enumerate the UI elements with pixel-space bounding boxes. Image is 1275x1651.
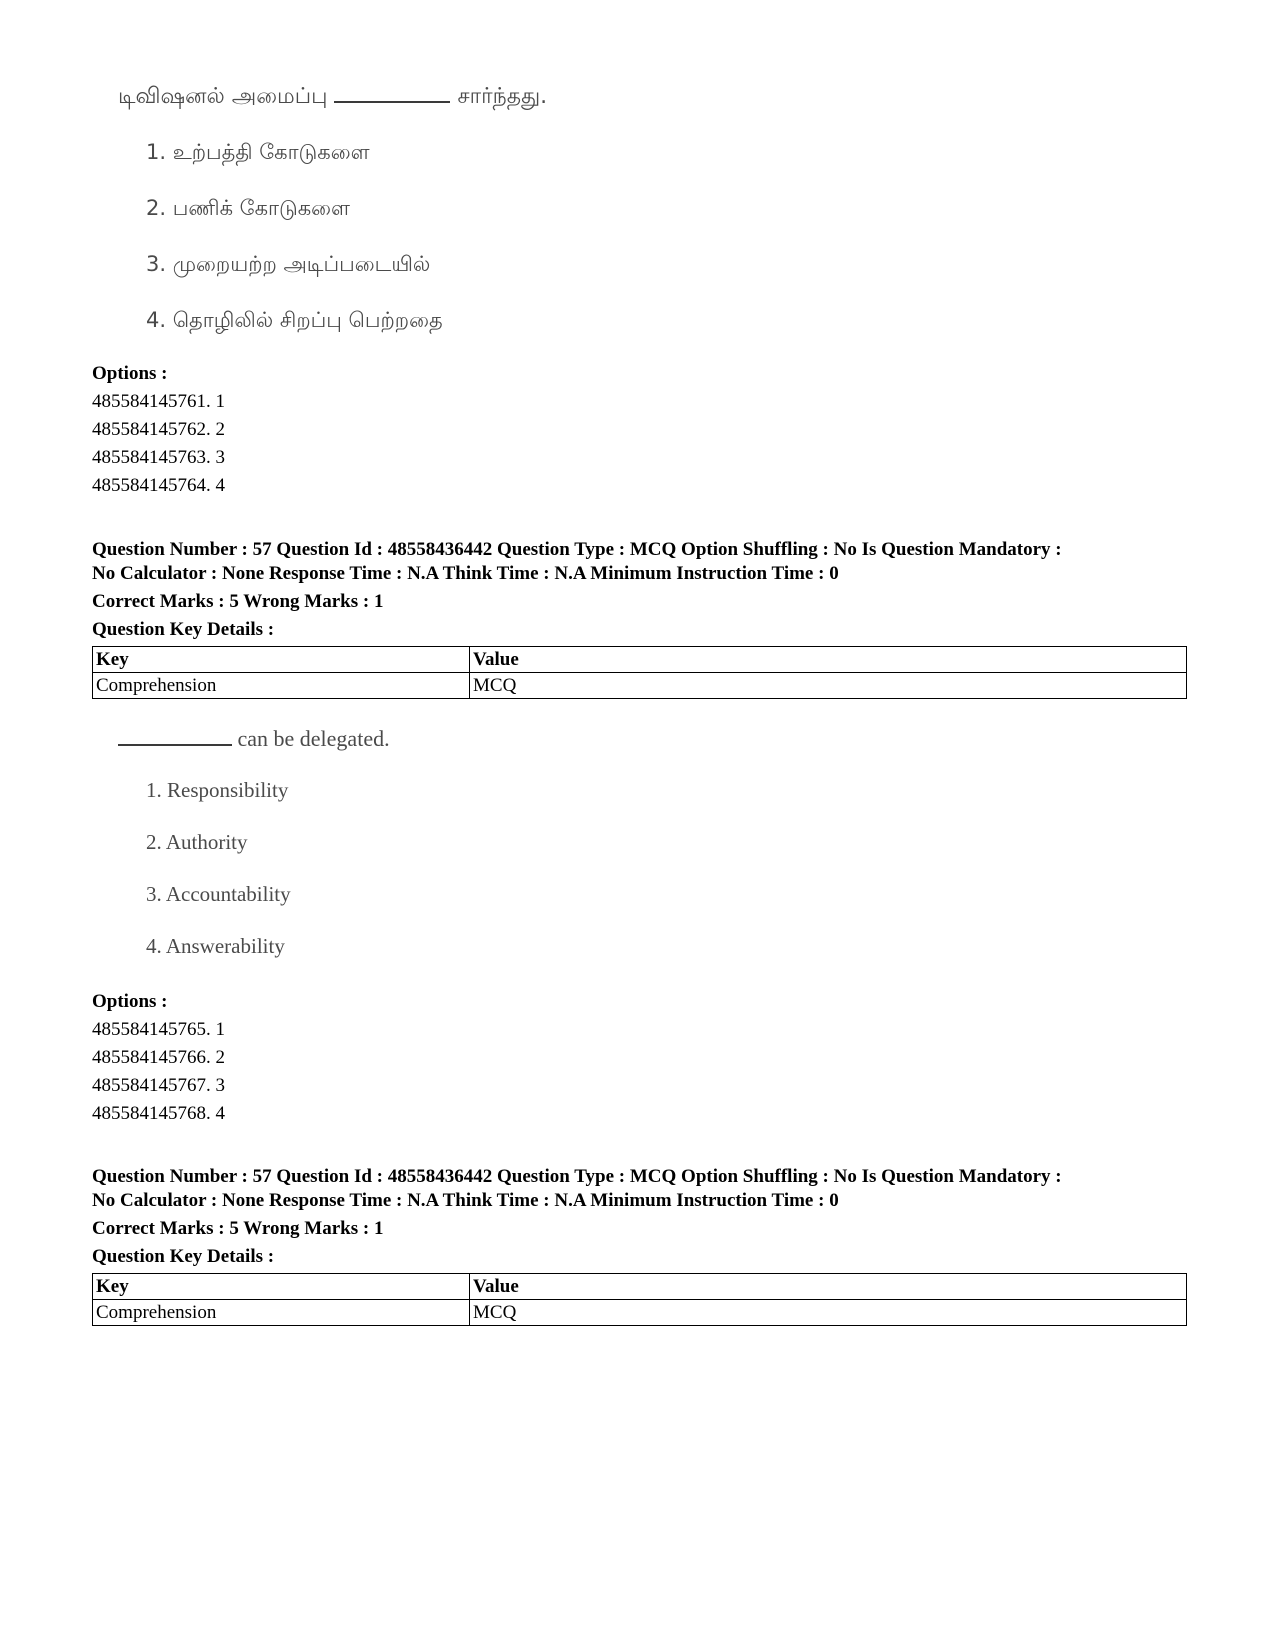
options-section-2: [92, 990, 1187, 1126]
option-item: 485584145762. 2: [92, 419, 225, 440]
table-cell: Comprehension: [93, 1300, 470, 1326]
options-label: Options :: [92, 363, 168, 384]
key-details-table: [92, 1273, 1187, 1326]
question-meta-2: [92, 538, 1187, 699]
question-image-english: [118, 726, 390, 958]
option-item: 485584145767. 3: [92, 1075, 225, 1096]
question-choice: 4. Answerability: [146, 934, 285, 958]
table-header-row: [93, 1274, 1187, 1300]
table-row: [93, 1300, 1187, 1326]
options-section-1: [92, 362, 1187, 498]
options-label: Options :: [92, 991, 168, 1012]
marks-line: Correct Marks : 5 Wrong Marks : 1: [92, 591, 384, 612]
question-meta-line: No Calculator : None Response Time : N.A Think Time : N.A Minimum Instruction Time : 0: [92, 1190, 839, 1211]
question-stem: [118, 726, 390, 752]
stem-text-after: சார்ந்தது.: [457, 84, 548, 109]
answer-blank: [118, 744, 232, 746]
option-item: 485584145763. 3: [92, 447, 225, 468]
question-choice: 3. Accountability: [146, 882, 291, 906]
key-details-label: Question Key Details :: [92, 1246, 275, 1267]
question-choice: 3. முறையற்ற அடிப்படையில்: [146, 252, 431, 276]
table-cell: MCQ: [470, 1300, 1187, 1326]
table-cell: Comprehension: [93, 673, 470, 699]
question-choice: 1. Responsibility: [146, 778, 289, 802]
question-meta-line: Question Number : 57 Question Id : 48558436442 Question Type : MCQ Option Shuffling : No Is Question Mandatory :: [92, 1166, 1062, 1187]
stem-text-after: can be delegated.: [237, 726, 390, 751]
question-choice: 4. தொழிலில் சிறப்பு பெற்றதை: [146, 308, 443, 332]
table-header-cell: Key: [93, 1274, 470, 1300]
question-meta-3: [92, 1165, 1187, 1326]
option-item: 485584145768. 4: [92, 1103, 225, 1124]
answer-blank: [334, 101, 450, 103]
question-choice: 1. உற்பத்தி கோடுகளை: [146, 140, 370, 164]
question-choice: 2. பணிக் கோடுகளை: [146, 196, 350, 220]
key-details-label: Question Key Details :: [92, 619, 275, 640]
table-cell: MCQ: [470, 673, 1187, 699]
option-item: 485584145765. 1: [92, 1019, 225, 1040]
table-header-cell: Key: [93, 647, 470, 673]
question-choice: 2. Authority: [146, 830, 248, 854]
question-meta-line: No Calculator : None Response Time : N.A Think Time : N.A Minimum Instruction Time : 0: [92, 563, 839, 584]
table-header-row: [93, 647, 1187, 673]
question-image-tamil: [118, 84, 548, 332]
option-item: 485584145761. 1: [92, 391, 225, 412]
key-details-table: [92, 646, 1187, 699]
marks-line: Correct Marks : 5 Wrong Marks : 1: [92, 1218, 384, 1239]
stem-text-before: டிவிஷனல் அமைப்பு: [118, 84, 328, 109]
table-header-cell: Value: [470, 1274, 1187, 1300]
question-stem: [118, 84, 547, 110]
table-row: [93, 673, 1187, 699]
question-meta-line: Question Number : 57 Question Id : 48558436442 Question Type : MCQ Option Shuffling : No Is Question Mandatory :: [92, 539, 1062, 560]
option-item: 485584145766. 2: [92, 1047, 225, 1068]
table-header-cell: Value: [470, 647, 1187, 673]
option-item: 485584145764. 4: [92, 475, 225, 496]
